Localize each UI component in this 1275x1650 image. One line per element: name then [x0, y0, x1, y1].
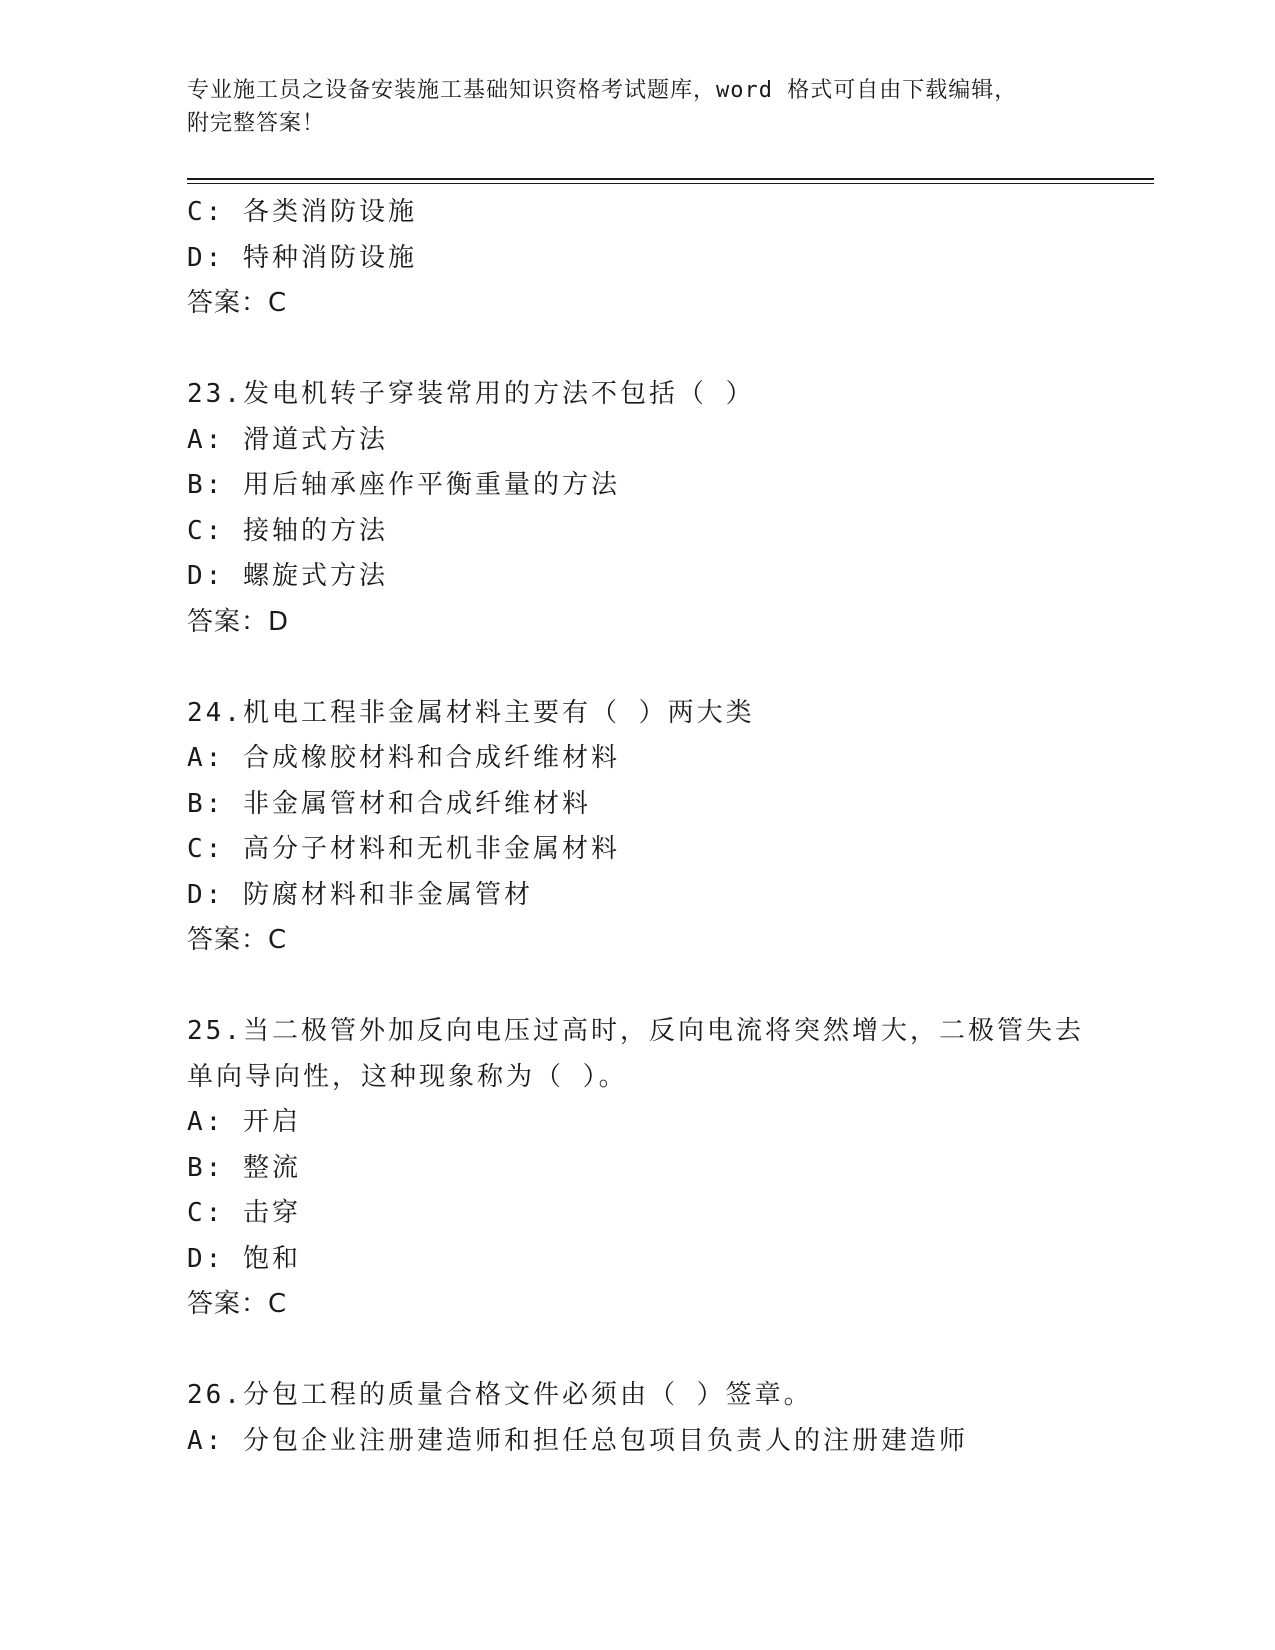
option-a: A: 分包企业注册建造师和担任总包项目负责人的注册建造师 [187, 1425, 968, 1456]
header-divider-thin [187, 183, 1154, 184]
option-c: C: 击穿 [187, 1198, 301, 1228]
option-d: D: 螺旋式方法 [187, 561, 388, 591]
question-26 [187, 1373, 1087, 1464]
option-a: A: 滑道式方法 [187, 424, 388, 455]
option-d: D: 防腐材料和非金属管材 [187, 879, 533, 910]
answer-line: 答案：D [187, 606, 290, 637]
header-line-2: 附完整答案！ [187, 111, 326, 136]
answer-line: 答案：C [187, 288, 288, 318]
spacer [187, 1328, 1087, 1374]
question-stem: 24.机电工程非金属材料主要有（ ）两大类 [187, 697, 755, 728]
header-line-1: 专业施工员之设备安装施工基础知识资格考试题库，word 格式可自由下载编辑， [187, 78, 1018, 103]
spacer [187, 645, 1087, 691]
question-list [187, 190, 1087, 1464]
question-stem: 23.发电机转子穿装常用的方法不包括（ ） [187, 379, 755, 409]
question-23 [187, 372, 1087, 645]
option-b: B: 非金属管材和合成纤维材料 [187, 788, 591, 819]
spacer [187, 964, 1087, 1010]
option-c: C: 接轴的方法 [187, 515, 388, 546]
spacer [187, 327, 1087, 373]
question-stem-line-1: 25.当二极管外加反向电压过高时，反向电流将突然增大，二极管失去 [187, 1016, 1084, 1046]
question-stem-line-2: 单向导向性，这种现象称为（ ）。 [187, 1061, 628, 1092]
option-d: D: 特种消防设施 [187, 242, 417, 273]
option-c: C: 高分子材料和无机非金属材料 [187, 834, 620, 864]
answer-line: 答案：C [187, 1289, 288, 1319]
question-25 [187, 1009, 1087, 1328]
document-header [187, 74, 1067, 140]
question-stem: 26.分包工程的质量合格文件必须由（ ）签章。 [187, 1380, 813, 1410]
option-c: C: 各类消防设施 [187, 197, 417, 227]
option-b: B: 用后轴承座作平衡重量的方法 [187, 470, 620, 500]
question-fragment [187, 190, 1087, 327]
answer-line: 答案：C [187, 925, 288, 955]
option-b: B: 整流 [187, 1152, 301, 1183]
header-divider-thick [187, 178, 1154, 180]
question-24 [187, 691, 1087, 964]
option-d: D: 饱和 [187, 1243, 301, 1274]
option-a: A: 开启 [187, 1107, 301, 1137]
option-a: A: 合成橡胶材料和合成纤维材料 [187, 743, 620, 773]
